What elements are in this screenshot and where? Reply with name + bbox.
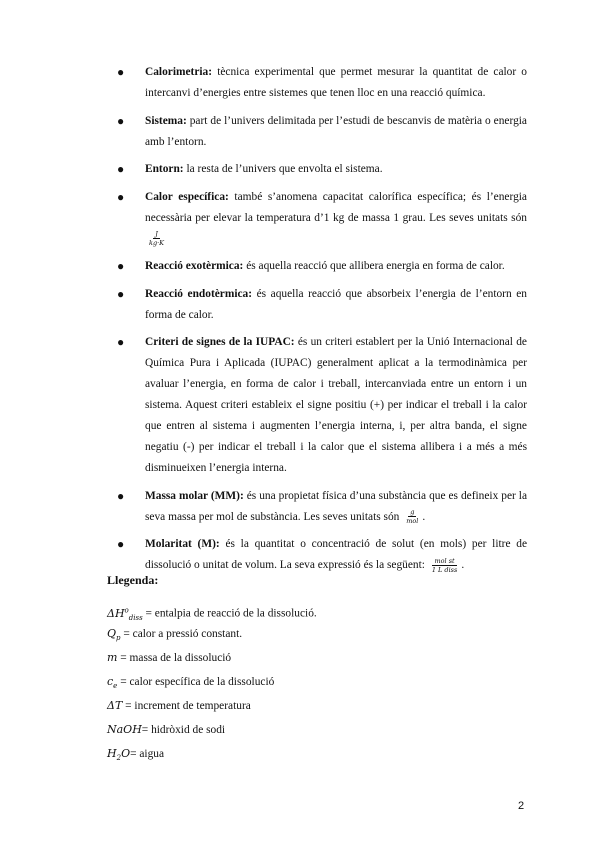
definition-text: és un criteri establert per la Unió Internacional de Química Pura i Aplicada (IUPAC) generalment aplicat a la termodinàmica per avaluar l’energia, en forma de calor i treball, intercanviada entre un entorn i un sistema. Aquest criteri estableix el signe positiu (+) per indicar el treball i la calor que entren al sistema i augmenten l’energia interna, i, per altra banda, el signe negatiu (-) per indicar el treball i la calor que el sistema allibera i a més a més disminueixen l’energia interna. [145,336,527,474]
legend-item: $Q_p$ = calor a pressió constant. [107,627,243,643]
definition-item: ● Sistema: part de l’univers delimitada per l’estudi de bescanvis de matèria o energia amb l’entorn. [117,113,527,148]
definition-item: ● Molaritat (M): és la quantitat o concentració de solut (en mols) per litre de dissolució o unitat de volum. La seva expressió és la següent: $\frac{\text{mol st}}{\text{1 L diss}}$ . [117,537,527,574]
definition-term: Calorimetria: [145,66,213,78]
legend-title: Llegenda: [107,573,159,587]
definition-item: ● Massa molar (MM): és una propietat física d’una substància que es defineix per la seva massa per mol de substància. Les seves unitats són $\frac{g}{\text{mol}}$ . [117,488,527,526]
legend-item: $\Delta H^o_{diss}$ = entalpia de reacció de la dissolució. [107,606,317,622]
definition-text: és aquella reacció que allibera energia en forma de calor. [246,260,505,272]
definition-text: la resta de l’univers que envolta el sistema. [186,163,383,175]
legend-symbol: NaOH [107,723,142,736]
definition-text: és una propietat física d’una substància que es defineix per la seva massa per mol de substància. Les seves unitats són [145,489,527,523]
definition-text: és aquella reacció que absorbeix l’energia de l’entorn en forma de calor. [145,287,527,321]
definition-term: Criteri de signes de la IUPAC: [145,336,295,348]
definition-item: ● Reacció exotèrmica: és aquella reacció que allibera energia en forma de calor. [117,259,505,273]
definition-term: Massa molar (MM): [145,489,244,502]
legend-item: $c_e$ = calor específica de la dissolució [107,675,275,691]
definition-item: ● Reacció endotèrmica: és aquella reacció que absorbeix l’energia de l’entorn en forma de calor. [117,286,527,321]
definition-text: part de l’univers delimitada per l’estudi de bescanvis de matèria o energia amb l’entorn. [145,114,527,148]
legend-symbol: $Q_p$ [107,627,121,643]
legend-symbol: m [107,651,118,664]
definition-item: ● Criteri de signes de la IUPAC: és un criteri establert per la Unió Internacional de Química Pura i Aplicada (IUPAC) generalment aplicat a la termodinàmica per avaluar l’energia, en forma de calor i treball, intercanviada entre un entorn i un sistema. Aquest criteri estableix el signe positiu (+) per indicar el treball i la calor que entren al sistema i augmenten l’energia interna, i, per altra banda, el signe negatiu (-) per indicar el treball i la calor que el sistema allibera i a més a més disminueixen l’energia interna. [117,335,527,474]
definition-term: Sistema: [145,114,187,127]
definition-term: Reacció exotèrmica: [145,260,244,272]
definition-item: ● Calor específica: també s’anomena capacitat calorífica específica; és l’energia necessària per elevar la temperatura d’1 kg de massa 1 grau. Les seves unitats són $\frac{J}{kg\cdot K}$ [117,189,527,248]
definition-term: Molaritat (M): [145,538,220,550]
legend-symbol: $H_2O$ [107,747,131,763]
molarity-fraction: $\frac{\text{mol st}}{\text{1 L diss}}$ [431,556,458,574]
definitions-list [107,62,527,583]
legend-item: ΔT = increment de temperatura [107,699,251,712]
definition-term: Reacció endotèrmica: [145,287,253,300]
definition-item: ● Calorimetria: tècnica experimental que permet mesurar la quantitat de calor o intercanvi d’energies entre sistemes que tenen lloc en una reacció química. [117,65,527,99]
unit-fraction: $\frac{g}{\text{mol}}$ [406,508,419,526]
legend-item: NaOH= hidròxid de sodi [107,723,226,736]
definition-term: Entorn: [145,163,184,175]
definition-term: Calor específica: [145,190,229,203]
definition-text: també s’anomena capacitat calorífica específica; és l’energia necessària per elevar la temperatura d’1 kg de massa 1 grau. Les seves unitats són [145,190,527,224]
legend-section [107,573,527,766]
legend-symbol: $\Delta H^o_{diss}$ [107,606,143,622]
legend-item: m = massa de la dissolució [107,651,232,664]
legend-symbol: ΔT [107,699,123,712]
legend-item: $H_2O=$ aigua [107,747,165,763]
definition-text: és la quantitat o concentració de solut (en mols) per litre de dissolució o unitat de volum. La seva expressió és la següent: [145,538,527,571]
definition-item: ● Entorn: la resta de l’univers que envolta el sistema. [117,162,383,176]
legend-symbol: $c_e$ [107,675,118,691]
unit-fraction: $\frac{J}{kg\cdot K}$ [149,230,165,248]
definition-text: tècnica experimental que permet mesurar la quantitat de calor o intercanvi d’energies entre sistemes que tenen lloc en una reacció química. [145,66,527,99]
page-number: 2 [518,800,525,812]
